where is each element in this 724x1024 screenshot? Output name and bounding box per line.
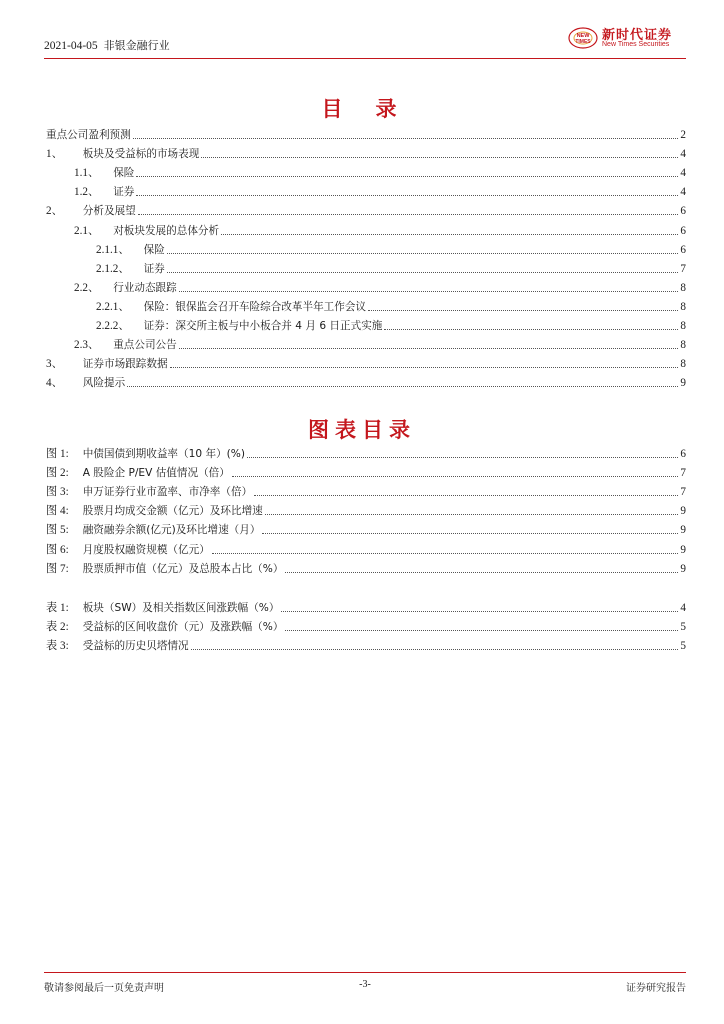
toc-entry[interactable] <box>46 519 686 537</box>
toc-entry[interactable] <box>46 372 686 390</box>
toc-entry[interactable] <box>46 220 686 238</box>
dot-leader <box>368 310 678 311</box>
entry-page-number: 6 <box>680 243 686 256</box>
entry-page-number: 8 <box>680 339 686 352</box>
dot-leader <box>127 386 678 387</box>
entry-title: 风险提示 <box>82 377 126 390</box>
toc-entry[interactable] <box>46 443 686 461</box>
entry-number: 1.1、 <box>74 167 100 180</box>
company-logo <box>568 24 686 54</box>
entry-title: 受益标的区间收盘价（元）及涨跌幅（%） <box>82 621 284 634</box>
toc-entry[interactable] <box>46 200 686 218</box>
entry-number: 2、 <box>46 205 63 218</box>
entry-number: 1.2、 <box>74 186 100 199</box>
entry-title: 证券 <box>143 262 165 275</box>
logo-english-name: New Times Securities <box>602 41 670 48</box>
dot-leader <box>179 291 679 292</box>
entry-page-number: 4 <box>680 167 686 180</box>
entry-title: 行业动态跟踪 <box>113 281 177 294</box>
page-header <box>44 22 686 59</box>
toc-entry[interactable] <box>46 353 686 371</box>
entry-page-number: 9 <box>680 543 686 556</box>
entry-page-number: 4 <box>680 602 686 614</box>
dot-leader <box>247 457 678 458</box>
dot-leader <box>221 234 678 235</box>
entry-title: 受益标的历史贝塔情况 <box>82 640 189 653</box>
dot-leader <box>179 348 679 349</box>
toc-entry[interactable] <box>46 616 686 634</box>
dot-leader <box>170 367 679 368</box>
dot-leader <box>212 553 679 554</box>
entry-number: 4、 <box>46 377 63 390</box>
page-footer <box>44 972 686 995</box>
entry-title: 融资融券余额(亿元)及环比增速（月） <box>82 524 261 537</box>
dot-leader <box>201 157 678 158</box>
toc-entry[interactable] <box>46 124 686 142</box>
footer-report-type: 证券研究报告 <box>626 983 686 994</box>
dot-leader <box>254 495 678 496</box>
entry-page-number: 2 <box>680 129 686 141</box>
toc-entry[interactable] <box>46 539 686 557</box>
dot-leader <box>136 195 678 196</box>
toc-entry[interactable] <box>46 597 686 615</box>
toc-entry[interactable] <box>46 500 686 518</box>
entry-number: 3、 <box>46 358 63 371</box>
entry-title: 保险 <box>113 167 135 180</box>
entry-page-number: 4 <box>680 186 686 199</box>
entry-title: 股票月均成交金额（亿元）及环比增速 <box>82 505 263 518</box>
entry-page-number: 9 <box>680 377 686 390</box>
toc-title: 目 录 <box>321 97 403 121</box>
toc-entry[interactable] <box>46 239 686 257</box>
dot-leader <box>265 514 679 515</box>
entry-title: 重点公司公告 <box>113 339 177 352</box>
entry-page-number: 7 <box>680 486 686 499</box>
dot-leader <box>191 649 679 650</box>
header-date <box>44 37 170 53</box>
toc-entry[interactable] <box>46 181 686 199</box>
report-date: 2021-04-05 <box>44 40 98 52</box>
toc-entry[interactable] <box>46 315 686 333</box>
toc-entry[interactable] <box>46 635 686 653</box>
logo-chinese-name: 新时代证券 <box>602 28 673 43</box>
dot-leader <box>285 630 678 631</box>
dot-leader <box>262 533 678 534</box>
entry-page-number: 8 <box>680 320 686 332</box>
entry-page-number: 9 <box>680 524 686 537</box>
dot-leader <box>136 176 678 177</box>
entry-number: 2.2.1、 <box>96 300 130 313</box>
entry-number: 图 7: <box>46 562 69 575</box>
entry-page-number: 8 <box>680 281 686 294</box>
toc-entry[interactable] <box>46 558 686 576</box>
dot-leader <box>281 611 678 612</box>
entry-title: 股票质押市值（亿元）及总股本占比（%） <box>82 562 284 575</box>
toc-entry[interactable] <box>46 258 686 276</box>
entry-number: 图 6: <box>46 543 69 556</box>
footer-disclaimer: 敬请参阅最后一页免责声明 <box>44 983 164 994</box>
svg-text:TIMES: TIMES <box>575 39 591 45</box>
new-times-logo-icon <box>568 26 598 50</box>
toc-entry[interactable] <box>46 334 686 352</box>
page-number: -3- <box>359 979 371 990</box>
toc-entry[interactable] <box>46 162 686 180</box>
report-category: 非银金融行业 <box>103 39 170 52</box>
entry-title: 申万证券行业市盈率、市净率（倍） <box>82 486 253 499</box>
entry-number: 表 3: <box>46 640 69 653</box>
entry-title: 重点公司盈利预测 <box>46 129 131 141</box>
entry-number: 2.1.2、 <box>96 262 130 275</box>
figures-toc-title: 图表目录 <box>308 418 416 442</box>
entry-page-number: 6 <box>680 448 686 460</box>
entry-number: 图 4: <box>46 505 69 518</box>
entry-page-number: 7 <box>680 467 686 480</box>
entry-title: 保险：银保监会召开车险综合改革半年工作会议 <box>143 300 367 313</box>
entry-number: 表 1: <box>46 602 69 614</box>
entry-title: 对板块发展的总体分析 <box>113 224 220 237</box>
dot-leader <box>167 272 679 273</box>
entry-number: 图 1: <box>46 448 69 460</box>
entry-page-number: 5 <box>680 640 686 653</box>
entry-page-number: 5 <box>680 621 686 634</box>
toc-entry[interactable] <box>46 462 686 480</box>
dot-leader <box>167 253 679 254</box>
entry-title: 证券市场跟踪数据 <box>82 358 168 371</box>
entry-page-number: 6 <box>680 205 686 218</box>
entry-title: 板块（SW）及相关指数区间涨跌幅（%） <box>82 602 280 614</box>
entry-page-number: 9 <box>680 505 686 518</box>
entry-page-number: 8 <box>680 358 686 371</box>
toc-entry[interactable] <box>46 143 686 161</box>
entry-number: 2.2.2、 <box>96 320 130 332</box>
entry-number: 2.1.1、 <box>96 243 130 256</box>
entry-title: 保险 <box>143 243 165 256</box>
entry-number: 2.1、 <box>74 224 100 237</box>
entry-title: 证券 <box>113 186 135 199</box>
entry-page-number: 9 <box>680 562 686 575</box>
entry-title: 月度股权融资规模（亿元） <box>82 543 210 556</box>
entry-page-number: 4 <box>680 148 686 161</box>
entry-page-number: 8 <box>680 300 686 313</box>
dot-leader <box>138 214 679 215</box>
entry-number: 图 2: <box>46 467 69 480</box>
entry-page-number: 6 <box>680 224 686 237</box>
toc-entry[interactable] <box>46 481 686 499</box>
dot-leader <box>384 329 678 330</box>
entry-title: 中债国债到期收益率（10 年）(%) <box>82 448 245 460</box>
toc-entry[interactable] <box>46 296 686 314</box>
dot-leader <box>285 572 678 573</box>
entry-number: 图 3: <box>46 486 69 499</box>
entry-title: A 股险企 P/EV 估值情况（倍） <box>82 467 230 480</box>
entry-page-number: 7 <box>680 262 686 275</box>
toc-entry[interactable] <box>46 277 686 295</box>
entry-title: 分析及展望 <box>82 205 136 218</box>
entry-number: 2.3、 <box>74 339 100 352</box>
entry-number: 图 5: <box>46 524 69 537</box>
entry-number: 表 2: <box>46 621 69 634</box>
entry-title: 板块及受益标的市场表现 <box>82 148 200 161</box>
entry-title: 证券：深交所主板与中小板合并 4 月 6 日正式实施 <box>143 320 383 332</box>
entry-number: 1、 <box>46 148 63 161</box>
svg-text:NEW: NEW <box>576 33 590 39</box>
dot-leader <box>133 138 679 139</box>
dot-leader <box>232 476 679 477</box>
entry-number: 2.2、 <box>74 281 100 294</box>
